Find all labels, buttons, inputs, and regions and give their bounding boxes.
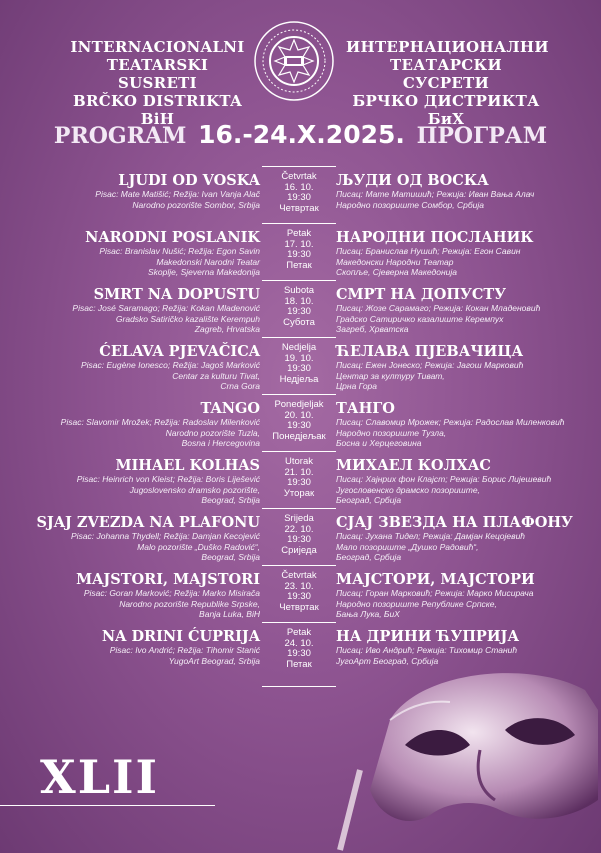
show-latin (30, 172, 260, 210)
show-title-cyrillic: НА ДРИНИ ЋУПРИЈА (336, 628, 520, 645)
show-title-cyrillic: СМРТ НА ДОПУСТУ (336, 286, 506, 303)
theatre-mask-illustration (330, 650, 601, 853)
schedule-date: 22. 10. (284, 523, 314, 535)
header-line: BRČKO DISTRIKTA BiH (72, 92, 243, 128)
show-detail-cyrillic: Југословенско драмско позориште, (336, 484, 480, 495)
show-detail-cyrillic: Градско Сатиричко казалиште Керемпух (336, 313, 504, 324)
show-title-cyrillic: СЈАЈ ЗВЕЗДА НА ПЛАФОНУ (336, 514, 573, 531)
schedule-day-cyr: Петак (286, 658, 312, 670)
schedule-day: Petak (286, 627, 312, 638)
schedule-date: 17. 10. (284, 238, 314, 250)
show-detail-cyrillic: Писац: Бранислав Нушић; Режија: Егон Савин (336, 246, 521, 256)
schedule-date: 19. 10. (284, 352, 314, 364)
schedule-day: Ponedjeljak (274, 399, 324, 410)
schedule-divider (262, 565, 336, 566)
schedule-divider (262, 622, 336, 623)
show-schedule (262, 457, 336, 499)
schedule-day-cyr: Уторак (283, 487, 315, 499)
show-detail-latin: Pisac: José Saramago; Režija: Kokan Mladenović (72, 303, 260, 313)
show-detail-cyrillic: Писац: Јухана Тидел; Режија: Дамјан Кецојевић (336, 531, 526, 541)
schedule-time: 19:30 (287, 534, 311, 545)
show-detail-cyrillic: Центар за културу Тиват, (336, 370, 445, 381)
show-title-latin: NA DRINI ĆUPRIJA (101, 628, 260, 645)
program-title (0, 120, 601, 149)
schedule-day: Petak (286, 228, 312, 239)
schedule-divider (262, 686, 336, 687)
schedule-day-cyr: Понедјељак (272, 430, 326, 442)
schedule-divider (262, 508, 336, 509)
show-cyrillic (336, 571, 576, 620)
header-line: БРЧКО ДИСТРИКТА БиХ (352, 92, 540, 128)
show-detail-latin: Narodno pozorište Republike Srpske, (119, 598, 260, 609)
edition-underline (0, 805, 215, 806)
show-detail-cyrillic: Писац: Мате Матишић; Режија: Иван Вања Алач (336, 189, 535, 199)
show-title-latin: NARODNI POSLANIK (85, 229, 260, 246)
show-title-latin: SMRT NA DOPUSTU (93, 286, 260, 303)
schedule-day-cyr: Петак (286, 259, 312, 271)
schedule-time: 19:30 (287, 192, 311, 203)
show-schedule (262, 514, 336, 556)
show-detail-cyrillic: Босна и Херцеговина (336, 438, 422, 448)
show-cyrillic (336, 172, 576, 210)
show-detail-latin: Pisac: Johanna Thydell; Režija: Damjan Kecojević (71, 531, 260, 541)
show-title-cyrillic: ЋЕЛАВА ПЈЕВАЧИЦА (336, 343, 524, 360)
show-detail-cyrillic: Писац: Хајнрих фон Клајст; Режија: Борис Лијешевић (336, 474, 552, 484)
show-latin (30, 400, 260, 449)
show-title-cyrillic: МИХАЕЛ КОЛХАС (336, 457, 491, 474)
show-cyrillic (336, 457, 576, 506)
schedule-time: 19:30 (287, 306, 311, 317)
show-cyrillic (336, 514, 576, 563)
schedule-day: Nedjelja (281, 342, 317, 353)
program-label-latin: PROGRAM (53, 123, 187, 149)
show-detail-cyrillic: Писац: Славомир Мрожек; Режија: Радослав Миленковић (336, 417, 565, 427)
schedule-divider (262, 166, 336, 167)
show-cyrillic (336, 343, 576, 392)
show-detail-latin: Skoplje, Sjeverna Makedonija (148, 267, 260, 277)
schedule-day: Utorak (285, 456, 313, 467)
show-detail-latin: Pisac: Heinrich von Kleist; Režija: Boris Liješević (76, 474, 260, 484)
show-title-cyrillic: ТАНГО (336, 400, 395, 417)
show-latin (30, 343, 260, 392)
schedule-divider (262, 394, 336, 395)
show-title-latin: MIHAEL KOLHAS (115, 457, 260, 474)
show-detail-latin: Narodno pozorište Tuzla, (165, 427, 260, 438)
schedule-date: 21. 10. (284, 466, 314, 478)
schedule-day: Srijeda (284, 513, 314, 524)
show-latin (30, 514, 260, 563)
show-detail-latin: Narodno pozorište Sombor, Srbija (132, 199, 260, 210)
show-detail-latin: Pisac: Branislav Nušić; Režija: Egon Savin (99, 246, 260, 256)
show-detail-cyrillic: Народно позориште Тузла, (336, 427, 447, 438)
show-title-cyrillic: ЉУДИ ОД ВОСКА (336, 172, 489, 189)
show-detail-latin: Malo pozorište „Duško Radović“, (137, 541, 260, 552)
schedule-divider (262, 451, 336, 452)
show-detail-cyrillic: Народно позориште Републике Српске, (336, 598, 497, 609)
show-latin (30, 571, 260, 620)
show-detail-cyrillic: ЈугоАрт Београд, Србија (336, 655, 439, 666)
header-line: INTERNACIONALNI (70, 38, 245, 56)
schedule-divider (262, 280, 336, 281)
show-latin (30, 628, 260, 666)
show-title-latin: TANGO (200, 400, 260, 417)
festival-name-cyrillic (346, 38, 549, 128)
program-label-cyrillic: ПРОГРАМ (416, 123, 548, 149)
show-title-latin: SJAJ ZVEZDA NA PLAFONU (36, 514, 260, 531)
show-title-latin: ĆELAVA PJEVAČICA (99, 343, 260, 360)
festival-logo (253, 20, 335, 102)
festival-dates: 16.-24.X.2025. (198, 120, 405, 149)
show-detail-latin: Bosna i Hercegovina (181, 438, 260, 448)
show-detail-latin: Pisac: Slavomir Mrožek; Režija: Radoslav Milenković (60, 417, 260, 427)
schedule-date: 23. 10. (284, 580, 314, 592)
show-detail-latin: Pisac: Ivo Andrić; Režija: Tihomir Stanić (109, 645, 260, 655)
show-detail-cyrillic: Македонски Народни Театар (336, 256, 454, 267)
show-detail-cyrillic: Загреб, Хрватска (336, 324, 409, 334)
schedule-day: Četvrtak (281, 570, 317, 581)
schedule-divider (262, 337, 336, 338)
show-detail-cyrillic: Писац: Горан Марковић; Режија: Марко Мисирача (336, 588, 534, 598)
show-detail-cyrillic: Мало позориште „Душко Радовић“, (336, 541, 479, 552)
schedule-day: Subota (283, 285, 315, 296)
schedule-day-cyr: Сриједа (281, 544, 317, 556)
show-detail-latin: Banja Luka, BiH (199, 609, 260, 619)
schedule-time: 19:30 (287, 249, 311, 260)
show-detail-cyrillic: Писац: Жозе Сарамаго; Режија: Кокан Младеновић (336, 303, 541, 313)
show-schedule (262, 286, 336, 328)
show-detail-cyrillic: Црна Гора (336, 381, 378, 391)
show-detail-latin: Centar za kulturu Tivat, (172, 370, 260, 381)
show-schedule (262, 172, 336, 214)
show-detail-latin: Pisac: Mate Matišić; Režija: Ivan Vanja Alač (95, 189, 260, 199)
show-schedule (262, 343, 336, 385)
show-latin (30, 229, 260, 278)
schedule-date: 18. 10. (284, 295, 314, 307)
show-detail-cyrillic: Београд, Србија (336, 552, 402, 562)
schedule-date: 16. 10. (284, 181, 314, 193)
show-detail-cyrillic: Писац: Ежен Јонеско; Режија: Јагош Марковић (336, 360, 524, 370)
header-line: TEATARSKI SUSRETI (106, 56, 209, 92)
show-detail-cyrillic: Београд, Србија (336, 495, 402, 505)
schedule-day-cyr: Четвртак (279, 601, 319, 613)
show-detail-latin: Beograd, Srbija (201, 552, 260, 562)
show-detail-cyrillic: Народно позориште Сомбор, Србија (336, 199, 484, 210)
show-title-latin: MAJSTORI, MAJSTORI (76, 571, 260, 588)
show-detail-latin: YugoArt Beograd, Srbija (168, 655, 260, 666)
header-line: ТЕАТАРСКИ СУСРЕТИ (390, 56, 502, 92)
edition-number: XLII (40, 750, 160, 804)
show-detail-latin: Zagreb, Hrvatska (194, 324, 260, 334)
schedule-date: 20. 10. (284, 409, 314, 421)
schedule-divider (262, 223, 336, 224)
show-title-latin: LJUDI OD VOSKA (118, 172, 260, 189)
show-schedule (262, 229, 336, 271)
show-title-cyrillic: МАЈСТОРИ, МАЈСТОРИ (336, 571, 535, 588)
header-line: ИНТЕРНАЦИОНАЛНИ (346, 38, 549, 56)
festival-name-latin (70, 38, 245, 128)
show-detail-latin: Crna Gora (220, 381, 260, 391)
schedule-time: 19:30 (287, 648, 311, 659)
schedule-day-cyr: Субота (283, 316, 315, 328)
show-cyrillic (336, 229, 576, 278)
show-title-cyrillic: НАРОДНИ ПОСЛАНИК (336, 229, 534, 246)
show-detail-latin: Makedonski Narodni Teatar (156, 256, 260, 267)
show-detail-latin: Gradsko Satiričko kazalište Kerempuh (115, 313, 260, 324)
show-detail-cyrillic: Писац: Иво Андрић; Режија: Тихомир Станић (336, 645, 518, 655)
show-detail-latin: Pisac: Eugène Ionesco; Režija: Jagoš Marković (80, 360, 260, 370)
show-latin (30, 457, 260, 506)
schedule-day-cyr: Четвртак (279, 202, 319, 214)
schedule-time: 19:30 (287, 591, 311, 602)
show-detail-cyrillic: Бања Лука, БиХ (336, 609, 400, 619)
show-latin (30, 286, 260, 335)
schedule-time: 19:30 (287, 420, 311, 431)
show-schedule (262, 628, 336, 670)
show-cyrillic (336, 400, 576, 449)
schedule-day-cyr: Недјеља (279, 373, 319, 385)
show-detail-latin: Jugoslovensko dramsko pozorište, (129, 484, 260, 495)
schedule-time: 19:30 (287, 363, 311, 374)
show-detail-latin: Beograd, Srbija (201, 495, 260, 505)
show-schedule (262, 400, 336, 442)
schedule-time: 19:30 (287, 477, 311, 488)
show-schedule (262, 571, 336, 613)
show-detail-cyrillic: Скопље, Сјеверна Македонија (336, 267, 457, 277)
schedule-day: Četvrtak (281, 171, 317, 182)
schedule-date: 24. 10. (284, 637, 314, 649)
show-detail-latin: Pisac: Goran Marković; Režija: Marko Misirača (83, 588, 260, 598)
show-cyrillic (336, 286, 576, 335)
